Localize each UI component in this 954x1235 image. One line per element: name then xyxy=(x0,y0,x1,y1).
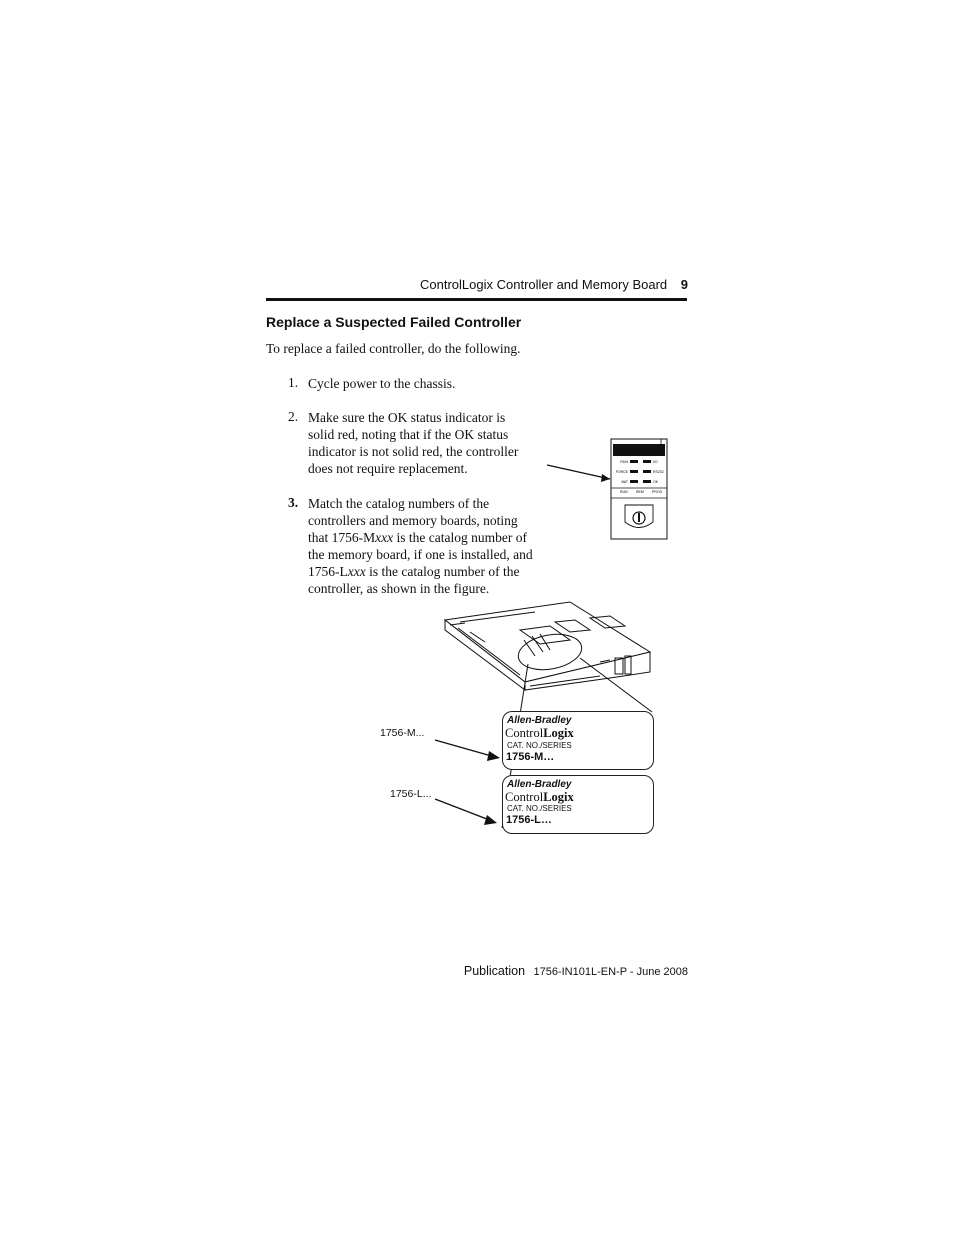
catalog-number: 1756-L… xyxy=(506,814,552,826)
step-2-text xyxy=(308,409,548,477)
indicator-label: BAT xyxy=(621,480,628,484)
step-2-line: does not require replacement. xyxy=(308,461,468,476)
footer-label: Publication xyxy=(463,964,526,978)
step-3-line: that 1756-Mxxx is the catalog number of xyxy=(308,530,527,545)
step-2-line: indicator is not solid red, the controller xyxy=(308,444,519,459)
catalog-label: CAT. NO./SERIES xyxy=(507,741,572,750)
step-1-line: Cycle power to the chassis. xyxy=(308,376,456,391)
indicator-label: OK xyxy=(653,480,659,484)
indicator-label: RS232 xyxy=(653,470,664,474)
mode-label: PROG xyxy=(652,490,663,494)
mode-label: RUN xyxy=(620,490,628,494)
step-3-text xyxy=(308,495,548,597)
brand-logo: Allen-Bradley xyxy=(507,715,572,726)
header-title: ControlLogix Controller and Memory Board xyxy=(420,277,668,292)
catalog-label: CAT. NO./SERIES xyxy=(507,804,572,813)
pointer-arrow xyxy=(547,465,610,479)
callout-arrows xyxy=(430,730,510,830)
arrow-head xyxy=(601,474,610,482)
callout-controller: 1756-L... xyxy=(390,788,432,800)
step-3-number: 3. xyxy=(288,495,299,510)
controller-label xyxy=(502,775,654,834)
indicator-label: FORCE xyxy=(615,470,628,474)
product-logo: ControlLogix xyxy=(505,726,574,740)
controller-front-panel-figure xyxy=(540,430,680,545)
mode-label: REM xyxy=(636,490,644,494)
step-2-line: solid red, noting that if the OK status xyxy=(308,427,509,442)
catalog-number: 1756-M… xyxy=(506,751,555,763)
indicator-label: I/O xyxy=(653,460,658,464)
step-1-text xyxy=(308,375,548,392)
step-3-line: controller, as shown in the figure. xyxy=(308,581,490,596)
running-header xyxy=(420,277,688,292)
product-logo: ControlLogix xyxy=(505,790,574,804)
step-3-line: Match the catalog numbers of the xyxy=(308,496,490,511)
callout-memory-board: 1756-M... xyxy=(380,727,425,739)
step-2-number: 2. xyxy=(288,409,299,424)
page-number: 9 xyxy=(680,277,688,292)
indicator-label: RUN xyxy=(620,460,628,464)
display-window xyxy=(613,444,665,456)
footer xyxy=(420,962,688,980)
step-3-line: 1756-Lxxx is the catalog number of the xyxy=(308,564,520,579)
step-3-line: controllers and memory boards, noting xyxy=(308,513,518,528)
publication-number: 1756-IN101L-EN-P - June 2008 xyxy=(533,966,688,978)
header-rule xyxy=(266,298,687,301)
memory-board-label xyxy=(502,711,654,770)
brand-logo: Allen-Bradley xyxy=(507,779,572,790)
intro-text: To replace a failed controller, do the following. xyxy=(266,341,521,356)
step-1-number: 1. xyxy=(288,375,299,390)
step-2-line: Make sure the OK status indicator is xyxy=(308,410,506,425)
section-heading: Replace a Suspected Failed Controller xyxy=(266,314,522,330)
step-3-line: the memory board, if one is installed, and xyxy=(308,547,533,562)
